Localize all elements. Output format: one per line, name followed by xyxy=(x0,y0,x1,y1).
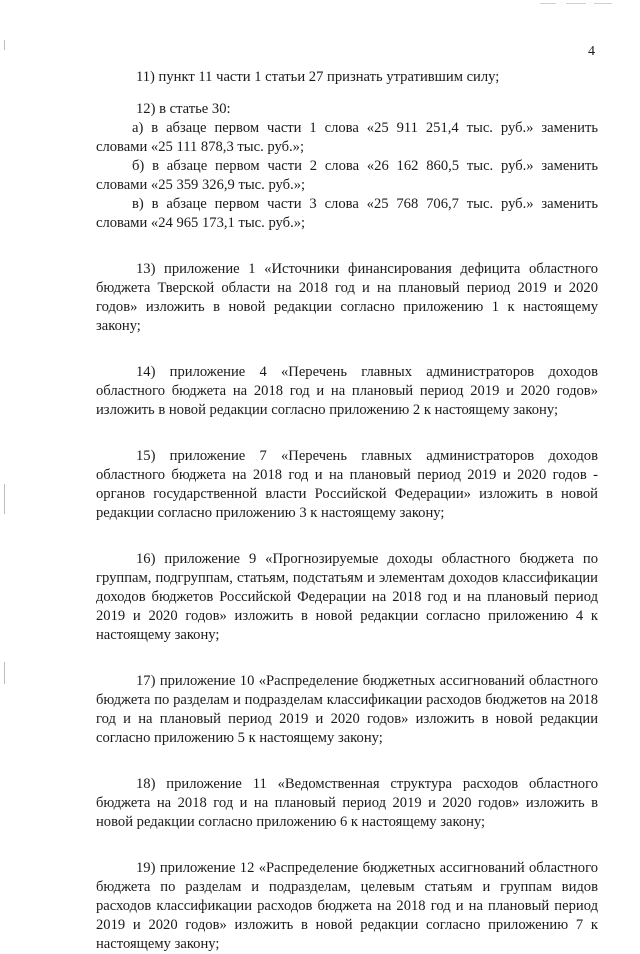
paragraph-item-12a: а) в абзаце первом части 1 слова «25 911 251,4 тыс. руб.» заменить словами «25 111 878,3 тыс. руб.»; xyxy=(96,120,598,155)
scan-artifact-top xyxy=(566,3,586,4)
scan-artifact-left xyxy=(4,662,5,684)
page-number: 4 xyxy=(588,44,595,59)
paragraph-item-11: 11) пункт 11 части 1 статьи 27 признать утратившим силу; xyxy=(136,69,500,85)
scan-artifact-top xyxy=(594,3,612,4)
paragraph-item-16: 16) приложение 9 «Прогнозируемые доходы областного бюджета по группам, подгруппам, статьям, подстатьям и элементам доходов классификации доходов бюджетов Российской Федерации на 2018 год и на плановый период 2019 и 2020 годов» изложить в новой редакции согласно приложению 4 к настоящему закону; xyxy=(96,551,598,643)
scan-artifact-left xyxy=(4,484,5,514)
paragraph-item-12b: б) в абзаце первом части 2 слова «26 162 860,5 тыс. руб.» заменить словами «25 359 326,9 тыс. руб.»; xyxy=(96,158,598,193)
paragraph-item-14: 14) приложение 4 «Перечень главных администраторов доходов областного бюджета на 2018 год и на плановый период 2019 и 2020 годов» изложить в новой редакции согласно приложению 2 к настоящему закону; xyxy=(96,364,598,418)
paragraph-item-19: 19) приложение 12 «Распределение бюджетных ассигнований областного бюджета по разделам и подразделам, целевым статьям и группам видов расходов классификации расходов бюджета на 2018 год и на плановый период 2019 и 2020 годов» изложить в новой редакции согласно приложению 7 к настоящему закону; xyxy=(96,860,598,952)
paragraph-item-12c: в) в абзаце первом части 3 слова «25 768 706,7 тыс. руб.» заменить словами «24 965 173,1 тыс. руб.»; xyxy=(96,196,598,231)
document-body xyxy=(96,68,598,954)
paragraph-item-18: 18) приложение 11 «Ведомственная структура расходов областного бюджета на 2018 год и на плановый период 2019 и 2020 годов» изложить в новой редакции согласно приложению 6 к настоящему закону; xyxy=(96,776,598,830)
paragraph-item-15: 15) приложение 7 «Перечень главных администраторов доходов областного бюджета на 2018 год и на плановый период 2019 и 2020 годов - органов государственной власти Российской Федерации» изложить в новой редакции согласно приложению 3 к настоящему закону; xyxy=(96,448,598,521)
paragraph-item-17: 17) приложение 10 «Распределение бюджетных ассигнований областного бюджета по разделам и подразделам классификации расходов бюджетов на 2018 год и на плановый период 2019 и 2020 годов» изложить в новой редакции согласно приложению 5 к настоящему закону; xyxy=(96,673,598,746)
paragraph-item-12: 12) в статье 30: xyxy=(136,101,231,117)
scan-artifact-left xyxy=(4,40,5,50)
paragraph-item-13: 13) приложение 1 «Источники финансирования дефицита областного бюджета Тверской области на 2018 год и на плановый период 2019 и 2020 годов» изложить в новой редакции согласно приложению 1 к настоящему закону; xyxy=(96,261,598,334)
scan-artifact-top xyxy=(540,3,556,4)
